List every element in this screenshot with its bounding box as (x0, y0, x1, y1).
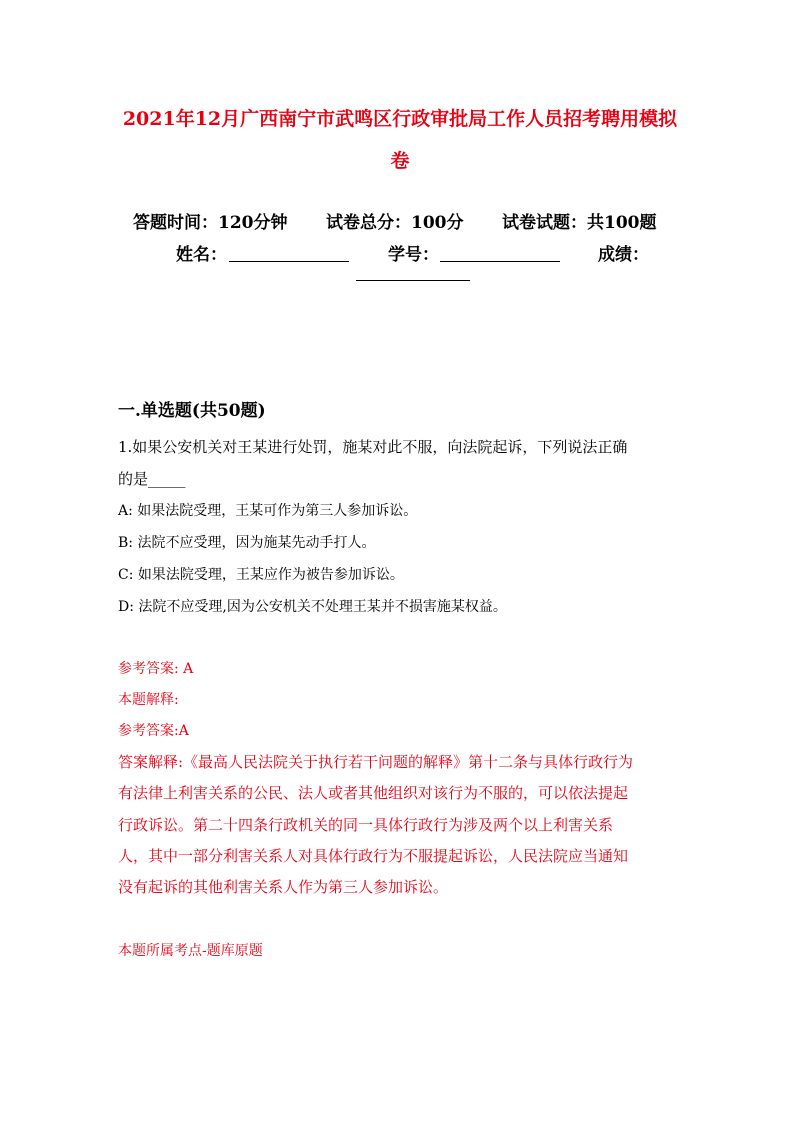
exam-total-score: 试卷总分：100分 (326, 213, 464, 233)
reference-answer: 参考答案: A (118, 661, 194, 677)
exam-title-line-1: 2021年12月广西南宁市武鸣区行政审批局工作人员招考聘用模拟 (122, 108, 678, 130)
exam-question-count: 试卷试题：共100题 (502, 213, 657, 233)
student-id-label: 学号： (388, 245, 439, 265)
explanation-line: 行政诉讼。第二十四条行政机关的同一具体行政行为涉及两个以上利害关系 (118, 816, 614, 834)
option-d: D: 法院不应受理,因为公安机关不处理王某并不损害施某权益。 (118, 599, 507, 615)
question-stem-line-2: 的是_____ (118, 470, 186, 488)
reference-answer-2: 参考答案:A (118, 723, 189, 739)
option-b: B: 法院不应受理，因为施某先动手打人。 (118, 535, 376, 551)
section-heading: 一.单选题(共50题) (118, 401, 266, 421)
name-blank-line (229, 261, 349, 262)
explanation-line: 没有起诉的其他利害关系人作为第三人参加诉讼。 (118, 878, 449, 896)
option-a: A: 如果法院受理，王某可作为第三人参加诉讼。 (118, 503, 418, 519)
score-label: 成绩： (598, 245, 649, 265)
question-stem-line-1: 1.如果公安机关对王某进行处罚，施某对此不服，向法院起诉，下列说法正确 (118, 438, 628, 456)
topic-tag: 本题所属考点-题库原题 (118, 943, 263, 959)
option-c: C: 如果法院受理，王某应作为被告参加诉讼。 (118, 567, 404, 583)
exam-title-line-2: 卷 (390, 150, 410, 172)
explanation-label: 本题解释: (118, 692, 179, 708)
student-id-blank-line (440, 261, 560, 262)
exam-time: 答题时间：120分钟 (133, 213, 288, 233)
score-blank-line (356, 280, 470, 281)
explanation-line: 答案解释:《最高人民法院关于执行若干问题的解释》第十二条与具体行政行为 (118, 753, 634, 771)
name-label: 姓名： (176, 245, 227, 265)
explanation-line: 有法律上利害关系的公民、法人或者其他组织对该行为不服的，可以依法提起 (118, 784, 629, 802)
explanation-line: 人，其中一部分利害关系人对具体行政行为不服提起诉讼，人民法院应当通知 (118, 847, 629, 865)
